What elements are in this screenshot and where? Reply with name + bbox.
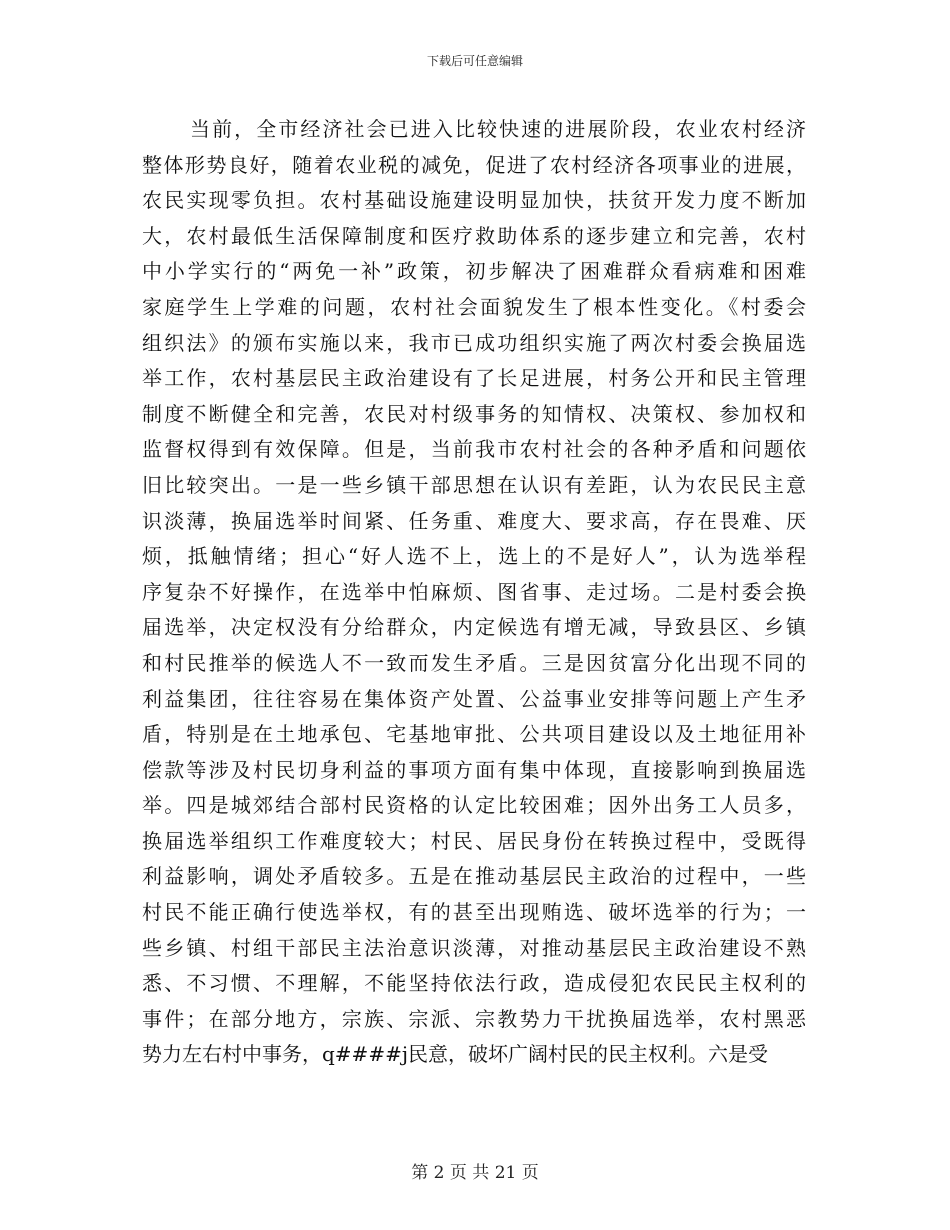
body-line: 举。四是城郊结合部村民资格的认定比较困难；因外出务工人员多， — [142, 793, 806, 818]
body-line: 烦，抵触情绪；担心“好人选不上，选上的不是好人”，认为选举程 — [142, 544, 806, 569]
body-line: 村民不能正确行使选举权，有的甚至出现贿选、破坏选举的行为；一 — [142, 900, 806, 925]
body-line: 利益影响，调处矛盾较多。五是在推动基层民主政治的过程中，一些 — [142, 864, 806, 889]
body-line: 制度不断健全和完善，农民对村级事务的知情权、决策权、参加权和 — [142, 401, 806, 426]
body-line: 届选举，决定权没有分给群众，内定候选有增无减，导致县区、乡镇 — [142, 615, 806, 640]
body-line: 换届选举组织工作难度较大；村民、居民身份在转换过程中，受既得 — [142, 828, 806, 853]
body-line: 势力左右村中事务，q####j民意，破坏广阔村民的民主权利。六是受 — [142, 1042, 769, 1067]
body-line: 利益集团，往往容易在集体资产处置、公益事业安排等问题上产生矛 — [142, 686, 806, 711]
document-body — [142, 112, 806, 1073]
body-line: 识淡薄，换届选举时间紧、任务重、难度大、要求高，存在畏难、厌 — [142, 508, 806, 533]
body-line: 组织法》的颁布实施以来，我市已成功组织实施了两次村委会换届选 — [142, 330, 806, 355]
body-line: 中小学实行的“两免一补”政策，初步解决了困难群众看病难和困难 — [142, 259, 806, 284]
body-line: 农民实现零负担。农村基础设施建设明显加快，扶贫开发力度不断加 — [142, 188, 806, 213]
page-number: 第 2 页 共 21 页 — [411, 1163, 539, 1183]
body-line: 和村民推举的候选人不一致而发生矛盾。三是因贫富分化出现不同的 — [142, 650, 806, 675]
body-line: 当前，全市经济社会已进入比较快速的进展阶段，农业农村经济 — [190, 117, 806, 141]
body-line: 监督权得到有效保障。但是，当前我市农村社会的各种矛盾和问题依 — [142, 437, 806, 462]
page-footer — [0, 1158, 950, 1183]
body-line: 大，农村最低生活保障制度和医疗救助体系的逐步建立和完善，农村 — [142, 223, 806, 248]
body-line: 悉、不习惯、不理解，不能坚持依法行政，造成侵犯农民民主权利的 — [142, 971, 806, 996]
body-line: 些乡镇、村组干部民主法治意识淡薄，对推动基层民主政治建设不熟 — [142, 935, 806, 960]
body-line: 偿款等涉及村民切身利益的事项方面有集中体现，直接影响到换届选 — [142, 757, 806, 782]
body-line: 旧比较突出。一是一些乡镇干部思想在认识有差距，认为农民民主意 — [142, 472, 806, 497]
body-line: 事件；在部分地方，宗族、宗派、宗教势力干扰换届选举，农村黑恶 — [142, 1006, 806, 1031]
header-note: 下载后可任意编辑 — [426, 54, 523, 68]
body-line: 举工作，农村基层民主政治建设有了长足进展，村务公开和民主管理 — [142, 366, 806, 391]
body-line: 序复杂不好操作，在选举中怕麻烦、图省事、走过场。二是村委会换 — [142, 579, 806, 604]
body-line: 盾，特别是在土地承包、宅基地审批、公共项目建设以及土地征用补 — [142, 722, 806, 747]
body-line: 家庭学生上学难的问题，农村社会面貌发生了根本性变化。《村委会 — [142, 294, 806, 319]
body-line: 整体形势良好，随着农业税的减免，促进了农村经济各项事业的进展， — [142, 152, 806, 177]
